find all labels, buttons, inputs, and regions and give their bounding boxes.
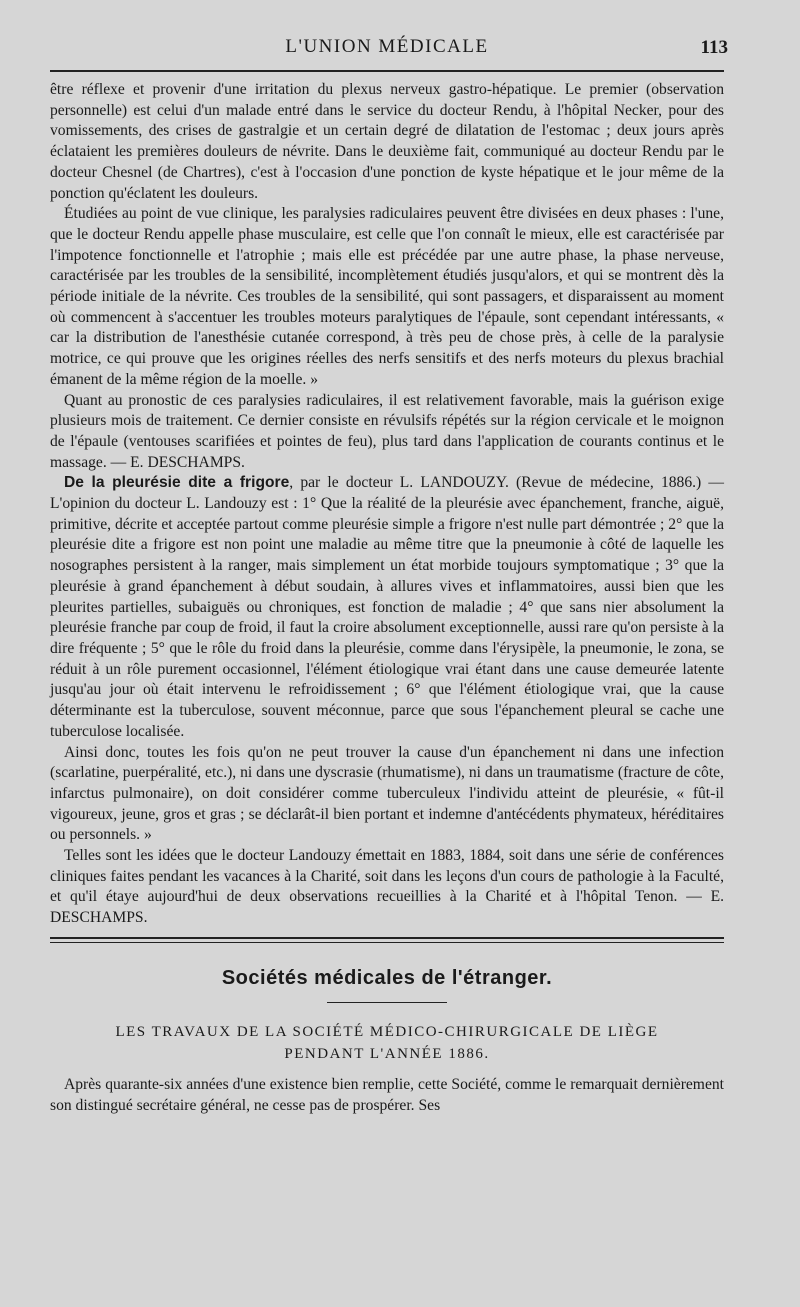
paragraph: Telles sont les idées que le docteur Landouzy émettait en 1883, 1884, soit dans une série de conférences cliniques faites pendant les vacances à la Charité, soit dans les leçons d'un cours de pathologie à la Faculté, et qu'il étaye aujourd'hui de deux observations recueillies à la Charité et à l'hôpital Tenon. — E. DESCHAMPS. xyxy=(50,847,724,927)
page-header xyxy=(50,26,728,66)
page-number: 113 xyxy=(700,37,728,58)
title-rule xyxy=(327,1002,447,1003)
paragraph: Ainsi donc, toutes les fois qu'on ne peut trouver la cause d'un épanchement ni dans une infection (scarlatine, puerpéralité, etc.), ni dans une dyscrasie (rhumatisme), ni dans un traumatisme (fracture de côte, infarctus pulmonaire), on doit considérer comme tuberculeux l'individu atteint de pleurésie, « fût-il vigoureux, jeune, gros et gras ; se déclarât-il bien portant et indemne d'antécédents phymateux, héréditaires ou personnels. » xyxy=(50,743,724,844)
paragraph-text: , par le docteur L. LANDOUZY. (Revue de médecine, 1886.) — L'opinion du docteur L. Landouzy est : 1° Que la réalité de la pleurésie avec épanchement, franche, aiguë, primitive, décrite et acceptée partout comme pleurésie simple a frigore n'est nulle part démontrée ; 2° que la pleurésie dite a frigore est non point une maladie au même titre que la pneumonie à côté de laquelle les nosographes persistent à la ranger, mais simplement un état morbide toujours symptomatique ; 3° que la pleurésie à grand épanchement à début soudain, à allures vives et inflammatoires, aussi bien que les pleurites partielles, subaiguës ou chroniques, est fonction de maladie ; 4° que sans nier absolument la pleurésie franche par coup de froid, il faut la croire absolument exceptionnelle, aussi rare qu'on persiste à la dire fréquente ; 5° que le rôle du froid dans la pleurésie, comme dans l'érysipèle, la pneumonie, le zona, se réduit à un rôle purement occasionnel, l'élément étiologique vrai étant dans une cause demeurée latente jusqu'au jour où était intervenu le refroidissement ; 6° que l'élément étiologique vrai, que la cause déterminante est la tuberculose, souvent méconnue, parce que sous l'épanchement pleural se cache une tuberculose localisée. xyxy=(50,474,725,740)
subsection-line: LES TRAVAUX DE LA SOCIÉTÉ MÉDICO-CHIRURGICALE DE LIÈGE xyxy=(115,1023,659,1040)
section-divider xyxy=(50,937,724,943)
article-body xyxy=(50,80,724,929)
paragraph: Étudiées au point de vue clinique, les paralysies radiculaires peuvent être divisées en deux phases : l'une, que le docteur Rendu appelle phase musculaire, est celle que l'on connaît le mieux, elle est caractérisée par l'impotence fonctionnelle et l'atrophie ; mais elle est précédée par une autre phase, la phase nerveuse, caractérisée par les troubles de la sensibilité, incomplètement étudiés jusqu'alors, et qui se montrent dès la période initiale de la névrite. Ces troubles de la sensibilité, qui sont passagers, et disparaissent au moment où commencent à s'accentuer les troubles moteurs paralytiques de l'épaule, sont cependant intéressants, « car la distribution de l'anesthésie cutanée correspond, à très peu de chose près, à celle de la paralysie motrice, ce qui prouve que les origines réelles des nerfs sensitifs et des nerfs moteurs du plexus brachial émanent de la même région de la moelle. » xyxy=(50,205,724,388)
paragraph: Après quarante-six années d'une existence bien remplie, cette Société, comme le remarquait dernièrement son distingué secrétaire général, ne cesse pas de prospérer. Ses xyxy=(50,1075,724,1114)
article-heading: De la pleurésie dite a frigore xyxy=(64,474,290,492)
subsection-title xyxy=(50,1021,724,1065)
section-title: Sociétés médicales de l'étranger. xyxy=(221,966,553,989)
subsection-line: PENDANT L'ANNÉE 1886. xyxy=(284,1045,490,1062)
paragraph-pleuresie xyxy=(50,473,724,742)
header-rule xyxy=(50,70,724,72)
running-title: L'UNION MÉDICALE xyxy=(285,36,489,57)
paragraph: Quant au pronostic de ces paralysies radiculaires, il est relativement favorable, mais la guérison exige plusieurs mois de traitement. Ce dernier consiste en révulsifs répétés sur la région cervicale et le moignon de l'épaule (ventouses scarifiées et pointes de feu), plus tard dans l'application de courants continus et le massage. — E. DESCHAMPS. xyxy=(50,391,724,471)
paragraph: être réflexe et provenir d'une irritation du plexus nerveux gastro-hépatique. Le premier (observation personnelle) est celui d'un malade entré dans le service du docteur Rendu, à l'hôpital Necker, pour des vomissements, des crises de gastralgie et un certain degré de dilatation de l'estomac ; deux jours après éclataient les premières douleurs de névrite. Dans le deuxième fait, communiqué au docteur Rendu par le docteur Chesnel (de Chartres), c'est à l'occasion d'une ponction de kyste hépatique et le jour même de la ponction qu'éclatent les douleurs. xyxy=(50,81,724,202)
section-body xyxy=(50,1075,724,1116)
